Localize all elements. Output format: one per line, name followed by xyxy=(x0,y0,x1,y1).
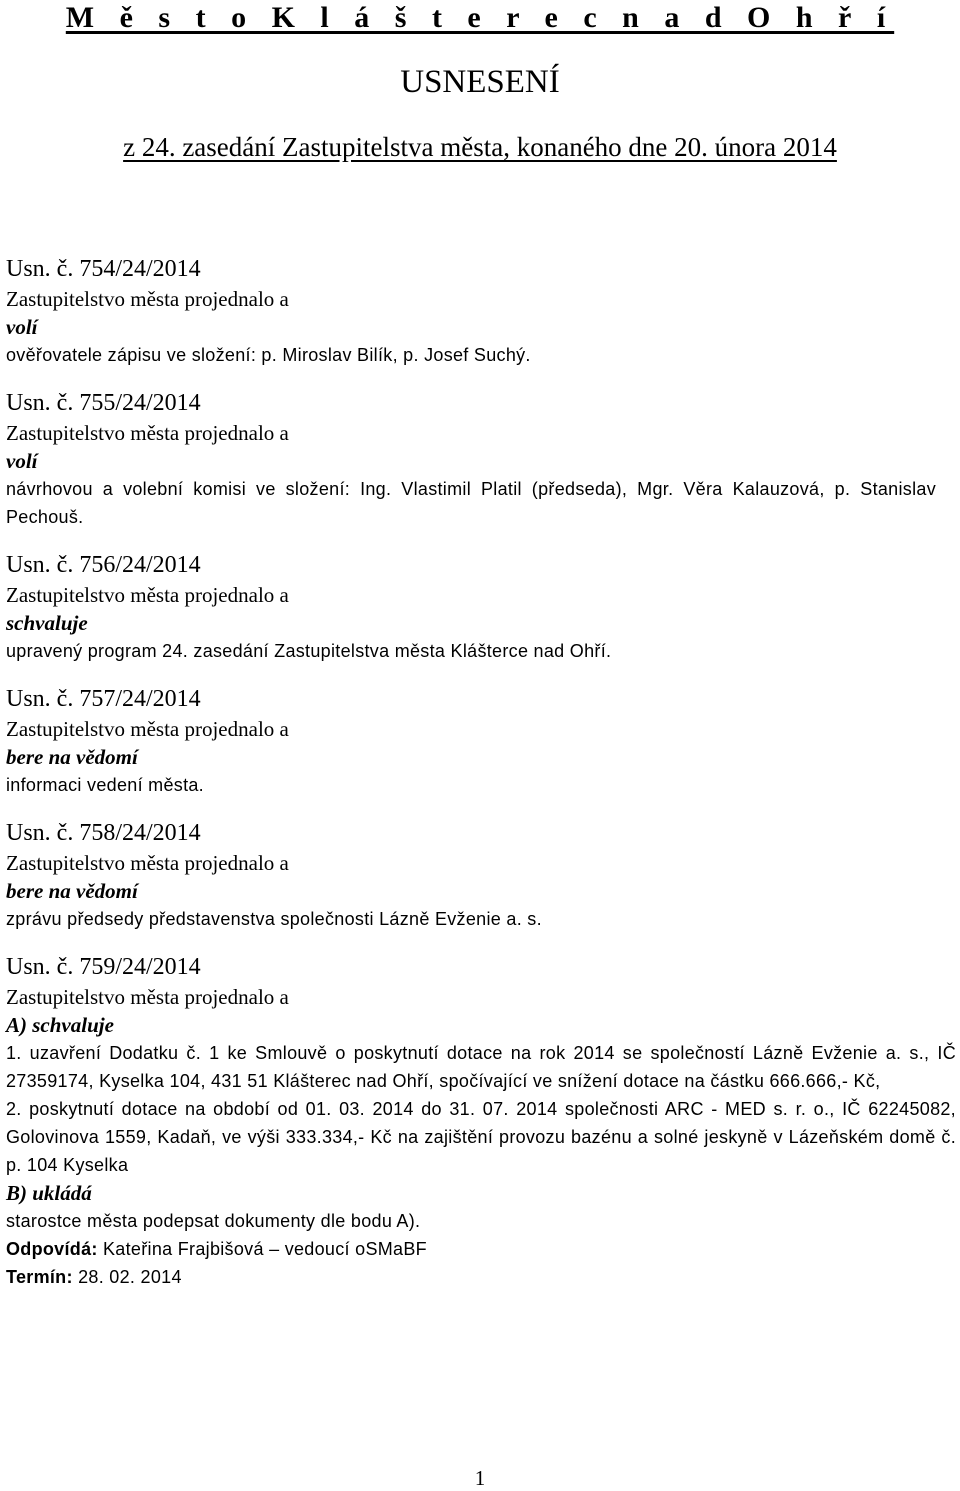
resolution-number: Usn. č. 755/24/2014 xyxy=(6,390,201,416)
resolution-number: Usn. č. 754/24/2014 xyxy=(6,256,201,282)
deadline-line xyxy=(6,1263,958,1291)
resolution-intro: Zastupitelstvo města projednalo a xyxy=(6,985,289,1009)
city-heading: M ě s t o K l á š t e r e c n a d O h ř í xyxy=(65,1,895,34)
responsible-value: Kateřina Frajbišová – vedoucí oSMaBF xyxy=(97,1239,427,1259)
resolution-text: návrhovou a volební komisi ve složení: Ing. Vlastimil Platil (předseda), Mgr. Věra Kalauzová, p. Stanislav Pechouš. xyxy=(6,479,936,527)
deadline-value: 28. 02. 2014 xyxy=(72,1267,182,1287)
resolution-758 xyxy=(6,817,958,933)
resolution-intro: Zastupitelstvo města projednalo a xyxy=(6,583,289,607)
resolution-759 xyxy=(6,951,958,1291)
resolution-item-2: 2. poskytnutí dotace na období od 01. 03. 2014 do 31. 07. 2014 společnosti ARC - MED s. r. o., IČ 62245082, Golovinova 1559, Kadaň, ve výši 333.334,- Kč na zajištění provozu bazénu a solné jeskyně v Lázeňském domě č. p. 104 Kyselka xyxy=(6,1099,956,1175)
resolution-verb-b: B) ukládá xyxy=(6,1181,92,1205)
resolution-754 xyxy=(6,253,958,369)
resolution-verb-a: A) schvaluje xyxy=(6,1013,114,1037)
resolution-text: upravený program 24. zasedání Zastupitelstva města Klášterce nad Ohří. xyxy=(6,641,612,661)
responsible-label: Odpovídá: xyxy=(6,1239,98,1259)
resolution-number: Usn. č. 759/24/2014 xyxy=(6,954,201,980)
resolution-text-b: starostce města podepsat dokumenty dle bodu A). xyxy=(6,1211,421,1231)
resolution-verb: volí xyxy=(6,315,38,339)
responsible-line xyxy=(6,1235,958,1263)
resolution-text: zprávu předsedy představenstva společnosti Lázně Evženie a. s. xyxy=(6,909,542,929)
deadline-label: Termín: xyxy=(6,1267,73,1287)
document-title: USNESENÍ xyxy=(400,64,560,100)
resolution-757 xyxy=(6,683,958,799)
resolution-intro: Zastupitelstvo města projednalo a xyxy=(6,287,289,311)
resolution-number: Usn. č. 758/24/2014 xyxy=(6,820,201,846)
resolution-text: ověřovatele zápisu ve složení: p. Miroslav Bilík, p. Josef Suchý. xyxy=(6,345,531,365)
resolution-verb: bere na vědomí xyxy=(6,745,138,769)
resolution-number: Usn. č. 756/24/2014 xyxy=(6,552,201,578)
resolution-text: informaci vedení města. xyxy=(6,775,204,795)
resolutions-list xyxy=(6,253,958,1309)
resolution-verb: volí xyxy=(6,449,38,473)
resolution-verb: schvaluje xyxy=(6,611,88,635)
resolution-756 xyxy=(6,549,958,665)
resolution-intro: Zastupitelstvo města projednalo a xyxy=(6,717,289,741)
resolution-755 xyxy=(6,387,958,531)
resolution-verb: bere na vědomí xyxy=(6,879,138,903)
resolution-intro: Zastupitelstvo města projednalo a xyxy=(6,851,289,875)
resolution-number: Usn. č. 757/24/2014 xyxy=(6,686,201,712)
resolution-intro: Zastupitelstvo města projednalo a xyxy=(6,421,289,445)
document-subtitle: z 24. zasedání Zastupitelstva města, konaného dne 20. února 2014 xyxy=(123,132,837,162)
page-number: 1 xyxy=(474,1466,486,1490)
resolution-item-1: 1. uzavření Dodatku č. 1 ke Smlouvě o poskytnutí dotace na rok 2014 se společností Lázně Evženie a. s., IČ 27359174, Kyselka 104, 431 51 Klášterec nad Ohří, spočívající ve snížení dotace na částku 666.666,- Kč, xyxy=(6,1043,956,1091)
